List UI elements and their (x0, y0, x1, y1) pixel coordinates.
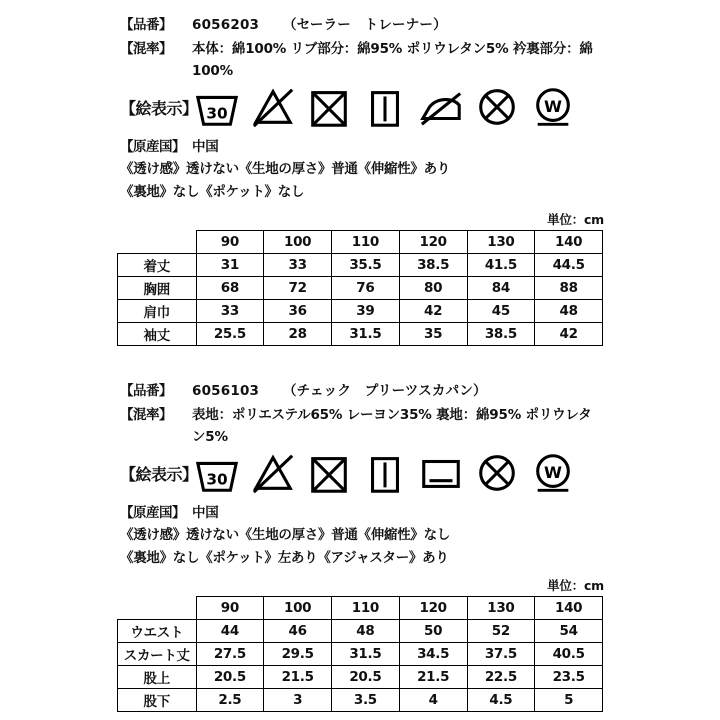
cell: 21.5 (264, 666, 332, 689)
product-2-composition: 表地：ポリエステル65% レーヨン35% 裏地：綿95% ポリウレタン5% (192, 407, 592, 445)
svg-text:W: W (544, 96, 562, 116)
cell: 42 (399, 300, 467, 323)
product-2-code-text (192, 380, 600, 402)
cell: 48 (332, 620, 400, 643)
label-gensankoku: 【原産国】 (120, 505, 185, 521)
no-dryclean-icon (474, 84, 520, 130)
cell: 41.5 (467, 254, 535, 277)
col-header-100: 100 (264, 231, 332, 254)
product-2-unit: 単位：cm (547, 578, 604, 593)
cell: 46 (264, 620, 332, 643)
product-1-origin: 中国 (192, 139, 219, 155)
cell: 27.5 (196, 643, 264, 666)
row-label: 着丈 (118, 254, 197, 277)
product-2-composition-row (120, 404, 600, 448)
cell: 80 (399, 277, 467, 300)
col-header-140: 140 (535, 597, 603, 620)
drip-dry-icon (362, 84, 408, 130)
cell: 29.5 (264, 643, 332, 666)
label-konritsu: 【混率】 (120, 407, 172, 423)
no-bleach-icon (250, 84, 296, 130)
row-label: 股下 (118, 689, 197, 712)
product-2-origin: 中国 (192, 505, 219, 521)
row-label: 肩巾 (118, 300, 197, 323)
label-hinban: 【品番】 (120, 17, 172, 33)
table-header-row (118, 231, 603, 254)
cell: 38.5 (399, 254, 467, 277)
table-row (118, 323, 603, 346)
wash-30-icon (194, 84, 240, 130)
col-header-120: 120 (399, 231, 467, 254)
cell: 35 (399, 323, 467, 346)
label-hinban: 【品番】 (120, 383, 172, 399)
table-header-row (118, 597, 603, 620)
svg-text:30: 30 (206, 104, 228, 123)
cell: 76 (332, 277, 400, 300)
product-2-care-row (120, 450, 600, 496)
cell: 35.5 (332, 254, 400, 277)
no-dryclean-icon (474, 450, 520, 496)
cell: 28 (264, 323, 332, 346)
product-2-care-icons (194, 450, 576, 496)
wash-30-icon (194, 450, 240, 496)
product-1-code: 6056203 (192, 17, 260, 33)
cell: 50 (399, 620, 467, 643)
no-bleach-icon (250, 450, 296, 496)
cell: 31 (196, 254, 264, 277)
cell: 4 (399, 689, 467, 712)
table-row (118, 643, 603, 666)
cell: 48 (535, 300, 603, 323)
row-label: 袖丈 (118, 323, 197, 346)
table-row (118, 689, 603, 712)
table-row (118, 620, 603, 643)
product-2-code-row (120, 380, 600, 402)
cell: 31.5 (332, 323, 400, 346)
cell: 34.5 (399, 643, 467, 666)
product-1-attrs-line2: 《裏地》なし《ポケット》なし (120, 184, 305, 200)
table-row (118, 300, 603, 323)
product-2-origin-row (120, 502, 600, 524)
cell: 33 (196, 300, 264, 323)
cell: 72 (264, 277, 332, 300)
cell: 68 (196, 277, 264, 300)
col-header-90: 90 (196, 231, 264, 254)
col-header-90: 90 (196, 597, 264, 620)
cell: 52 (467, 620, 535, 643)
table-corner-cell (118, 597, 197, 620)
cell: 42 (535, 323, 603, 346)
cell: 38.5 (467, 323, 535, 346)
product-1-origin-row (120, 136, 600, 158)
cell: 33 (264, 254, 332, 277)
cell: 3.5 (332, 689, 400, 712)
drip-dry-icon (362, 450, 408, 496)
product-2-name: （チェック プリーツスカパン） (282, 383, 487, 399)
cell: 3 (264, 689, 332, 712)
product-1-attrs-line1: 《透け感》透けない《生地の厚さ》普通《伸縮性》あり (120, 161, 450, 177)
label-konritsu: 【混率】 (120, 41, 172, 57)
cell: 36 (264, 300, 332, 323)
no-iron-icon (418, 84, 464, 130)
product-1-code-text (192, 14, 600, 36)
table-row (118, 277, 603, 300)
cell: 21.5 (399, 666, 467, 689)
wet-clean-w-icon (530, 84, 576, 130)
cell: 54 (535, 620, 603, 643)
product-1-composition-row (120, 38, 600, 82)
cell: 44 (196, 620, 264, 643)
product-block-2 (0, 380, 720, 570)
table-corner-cell (118, 231, 197, 254)
cell: 37.5 (467, 643, 535, 666)
cell: 45 (467, 300, 535, 323)
cell: 2.5 (196, 689, 264, 712)
row-label: ウエスト (118, 620, 197, 643)
cell: 23.5 (535, 666, 603, 689)
no-tumble-dry-icon (306, 450, 352, 496)
product-1-code-row (120, 14, 600, 36)
no-tumble-dry-icon (306, 84, 352, 130)
row-label: 股上 (118, 666, 197, 689)
product-2-size-table (117, 596, 603, 712)
cell: 84 (467, 277, 535, 300)
cell: 4.5 (467, 689, 535, 712)
product-2-attrs-line1: 《透け感》透けない《生地の厚さ》普通《伸縮性》なし (120, 527, 450, 543)
product-1-care-icons (194, 84, 576, 130)
col-header-110: 110 (332, 597, 400, 620)
section-divider-space (0, 346, 720, 372)
col-header-100: 100 (264, 597, 332, 620)
cell: 40.5 (535, 643, 603, 666)
table-row (118, 666, 603, 689)
cell: 44.5 (535, 254, 603, 277)
product-block-1 (0, 14, 720, 204)
cell: 25.5 (196, 323, 264, 346)
svg-text:W: W (544, 462, 562, 482)
flat-dry-icon (418, 450, 464, 496)
cell: 88 (535, 277, 603, 300)
row-label: スカート丈 (118, 643, 197, 666)
cell: 22.5 (467, 666, 535, 689)
product-1-unit: 単位：cm (547, 212, 604, 227)
product-1-name: （セーラー トレーナー） (282, 17, 447, 33)
col-header-130: 130 (467, 597, 535, 620)
product-2-code: 6056103 (192, 383, 260, 399)
label-gensankoku: 【原産国】 (120, 139, 185, 155)
cell: 39 (332, 300, 400, 323)
label-ehyouji: 【絵表示】 (120, 464, 198, 484)
table-row (118, 254, 603, 277)
cell: 5 (535, 689, 603, 712)
label-ehyouji: 【絵表示】 (120, 98, 198, 118)
product-1-composition: 本体：綿100% リブ部分：綿95% ポリウレタン5% 衿裏部分：綿100% (192, 41, 593, 79)
cell: 20.5 (332, 666, 400, 689)
product-1-size-table (117, 230, 603, 346)
cell: 31.5 (332, 643, 400, 666)
product-1-care-row (120, 84, 600, 130)
col-header-120: 120 (399, 597, 467, 620)
row-label: 胸囲 (118, 277, 197, 300)
cell: 20.5 (196, 666, 264, 689)
col-header-140: 140 (535, 231, 603, 254)
col-header-130: 130 (467, 231, 535, 254)
product-2-attrs-line2: 《裏地》なし《ポケット》左あり《アジャスター》あり (120, 550, 449, 566)
svg-text:30: 30 (206, 470, 228, 489)
wet-clean-w-icon (530, 450, 576, 496)
col-header-110: 110 (332, 231, 400, 254)
